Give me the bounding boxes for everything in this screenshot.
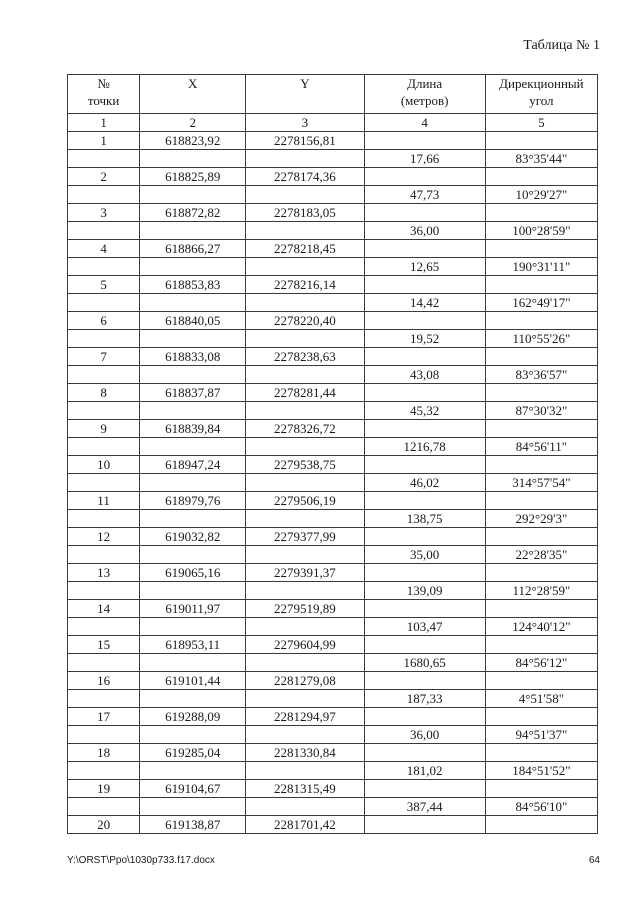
direction-angle-cell: 4°51'58"	[485, 690, 597, 708]
direction-angle-cell: 184°51'52"	[485, 762, 597, 780]
empty-cell	[140, 438, 246, 456]
x-coordinate-cell: 619032,82	[140, 528, 246, 546]
empty-cell	[140, 366, 246, 384]
empty-cell	[140, 690, 246, 708]
empty-cell	[68, 690, 140, 708]
length-cell: 19,52	[364, 330, 485, 348]
empty-cell	[485, 780, 597, 798]
empty-cell	[140, 618, 246, 636]
length-cell: 17,66	[364, 150, 485, 168]
point-row	[68, 420, 598, 438]
direction-angle-cell: 94°51'37"	[485, 726, 597, 744]
length-cell: 1216,78	[364, 438, 485, 456]
header-length: Длина (метров)	[364, 75, 485, 114]
length-cell: 181,02	[364, 762, 485, 780]
empty-cell	[485, 564, 597, 582]
empty-cell	[68, 618, 140, 636]
empty-cell	[485, 276, 597, 294]
point-number-cell: 11	[68, 492, 140, 510]
point-row	[68, 672, 598, 690]
x-coordinate-cell: 618823,92	[140, 132, 246, 150]
x-coordinate-cell: 618853,83	[140, 276, 246, 294]
empty-cell	[140, 402, 246, 420]
empty-cell	[246, 798, 364, 816]
x-coordinate-cell: 619011,97	[140, 600, 246, 618]
length-cell: 46,02	[364, 474, 485, 492]
point-row	[68, 600, 598, 618]
empty-cell	[485, 132, 597, 150]
point-row	[68, 780, 598, 798]
empty-cell	[246, 402, 364, 420]
direction-angle-cell: 83°35'44"	[485, 150, 597, 168]
empty-cell	[364, 312, 485, 330]
point-row	[68, 312, 598, 330]
y-coordinate-cell: 2281279,08	[246, 672, 364, 690]
point-row	[68, 384, 598, 402]
empty-cell	[364, 636, 485, 654]
header-x: X	[140, 75, 246, 114]
empty-cell	[364, 744, 485, 762]
y-coordinate-cell: 2279538,75	[246, 456, 364, 474]
empty-cell	[364, 204, 485, 222]
empty-cell	[68, 762, 140, 780]
empty-cell	[485, 492, 597, 510]
empty-cell	[68, 726, 140, 744]
empty-cell	[140, 474, 246, 492]
x-coordinate-cell: 618953,11	[140, 636, 246, 654]
y-coordinate-cell: 2278281,44	[246, 384, 364, 402]
empty-cell	[246, 330, 364, 348]
x-coordinate-cell: 618872,82	[140, 204, 246, 222]
point-row	[68, 456, 598, 474]
point-number-cell: 19	[68, 780, 140, 798]
segment-row	[68, 510, 598, 528]
empty-cell	[68, 186, 140, 204]
empty-cell	[246, 150, 364, 168]
direction-angle-cell: 83°36'57"	[485, 366, 597, 384]
empty-cell	[364, 492, 485, 510]
empty-cell	[246, 474, 364, 492]
y-coordinate-cell: 2279604,99	[246, 636, 364, 654]
direction-angle-cell: 190°31'11"	[485, 258, 597, 276]
empty-cell	[68, 546, 140, 564]
point-row	[68, 636, 598, 654]
header-y: Y	[246, 75, 364, 114]
segment-row	[68, 582, 598, 600]
segment-row	[68, 366, 598, 384]
empty-cell	[140, 222, 246, 240]
x-coordinate-cell: 618825,89	[140, 168, 246, 186]
empty-cell	[68, 222, 140, 240]
empty-cell	[246, 258, 364, 276]
y-coordinate-cell: 2281315,49	[246, 780, 364, 798]
point-row	[68, 348, 598, 366]
footer-file-path: Y:\ORST\Ppo\1030p733.f17.docx	[67, 855, 215, 866]
empty-cell	[246, 546, 364, 564]
length-cell: 43,08	[364, 366, 485, 384]
empty-cell	[68, 474, 140, 492]
segment-row	[68, 186, 598, 204]
x-coordinate-cell: 619065,16	[140, 564, 246, 582]
column-number: 2	[140, 114, 246, 132]
direction-angle-cell: 124°40'12"	[485, 618, 597, 636]
empty-cell	[68, 654, 140, 672]
empty-cell	[140, 330, 246, 348]
empty-cell	[364, 456, 485, 474]
empty-cell	[246, 726, 364, 744]
empty-cell	[246, 366, 364, 384]
empty-cell	[68, 330, 140, 348]
point-number-cell: 5	[68, 276, 140, 294]
empty-cell	[485, 816, 597, 834]
direction-angle-cell: 314°57'54"	[485, 474, 597, 492]
x-coordinate-cell: 619101,44	[140, 672, 246, 690]
empty-cell	[485, 384, 597, 402]
length-cell: 35,00	[364, 546, 485, 564]
header-direction-angle: Дирекционный угол	[485, 75, 597, 114]
empty-cell	[68, 294, 140, 312]
point-number-cell: 1	[68, 132, 140, 150]
column-number: 1	[68, 114, 140, 132]
point-row	[68, 492, 598, 510]
point-row	[68, 564, 598, 582]
empty-cell	[140, 654, 246, 672]
y-coordinate-cell: 2279377,99	[246, 528, 364, 546]
y-coordinate-cell: 2279519,89	[246, 600, 364, 618]
point-row	[68, 240, 598, 258]
segment-row	[68, 546, 598, 564]
length-cell: 138,75	[364, 510, 485, 528]
direction-angle-cell: 84°56'11"	[485, 438, 597, 456]
y-coordinate-cell: 2278326,72	[246, 420, 364, 438]
segment-row	[68, 258, 598, 276]
empty-cell	[68, 438, 140, 456]
length-cell: 103,47	[364, 618, 485, 636]
column-number: 3	[246, 114, 364, 132]
segment-row	[68, 654, 598, 672]
x-coordinate-cell: 618947,24	[140, 456, 246, 474]
point-number-cell: 13	[68, 564, 140, 582]
x-coordinate-cell: 619138,87	[140, 816, 246, 834]
segment-row	[68, 798, 598, 816]
length-cell: 47,73	[364, 186, 485, 204]
empty-cell	[364, 780, 485, 798]
empty-cell	[140, 258, 246, 276]
point-number-cell: 3	[68, 204, 140, 222]
segment-row	[68, 690, 598, 708]
segment-row	[68, 618, 598, 636]
segment-row	[68, 726, 598, 744]
empty-cell	[485, 528, 597, 546]
table-caption: Таблица № 1	[523, 38, 600, 53]
x-coordinate-cell: 619104,67	[140, 780, 246, 798]
empty-cell	[364, 240, 485, 258]
x-coordinate-cell: 618837,87	[140, 384, 246, 402]
segment-row	[68, 474, 598, 492]
point-number-cell: 15	[68, 636, 140, 654]
empty-cell	[485, 708, 597, 726]
point-row	[68, 816, 598, 834]
x-coordinate-cell: 619288,09	[140, 708, 246, 726]
length-cell: 36,00	[364, 726, 485, 744]
empty-cell	[140, 150, 246, 168]
empty-cell	[485, 168, 597, 186]
empty-cell	[140, 762, 246, 780]
empty-cell	[485, 600, 597, 618]
segment-row	[68, 294, 598, 312]
empty-cell	[68, 402, 140, 420]
empty-cell	[140, 582, 246, 600]
length-cell: 187,33	[364, 690, 485, 708]
empty-cell	[246, 186, 364, 204]
empty-cell	[485, 744, 597, 762]
empty-cell	[246, 690, 364, 708]
direction-angle-cell: 87°30'32"	[485, 402, 597, 420]
empty-cell	[364, 816, 485, 834]
empty-cell	[246, 654, 364, 672]
header-point-number: № точки	[68, 75, 140, 114]
empty-cell	[485, 672, 597, 690]
point-number-cell: 18	[68, 744, 140, 762]
empty-cell	[485, 204, 597, 222]
empty-cell	[246, 582, 364, 600]
empty-cell	[68, 798, 140, 816]
point-number-cell: 14	[68, 600, 140, 618]
empty-cell	[140, 546, 246, 564]
y-coordinate-cell: 2279506,19	[246, 492, 364, 510]
length-cell: 45,32	[364, 402, 485, 420]
direction-angle-cell: 162°49'17"	[485, 294, 597, 312]
direction-angle-cell: 84°56'12"	[485, 654, 597, 672]
y-coordinate-cell: 2281330,84	[246, 744, 364, 762]
point-number-cell: 17	[68, 708, 140, 726]
segment-row	[68, 762, 598, 780]
footer-page-number: 64	[588, 855, 600, 866]
empty-cell	[364, 420, 485, 438]
column-number: 5	[485, 114, 597, 132]
empty-cell	[485, 456, 597, 474]
segment-row	[68, 150, 598, 168]
empty-cell	[246, 762, 364, 780]
y-coordinate-cell: 2278220,40	[246, 312, 364, 330]
table-body	[68, 132, 598, 834]
empty-cell	[246, 438, 364, 456]
direction-angle-cell: 100°28'59"	[485, 222, 597, 240]
length-cell: 139,09	[364, 582, 485, 600]
empty-cell	[246, 222, 364, 240]
empty-cell	[140, 726, 246, 744]
point-row	[68, 204, 598, 222]
direction-angle-cell: 22°28'35"	[485, 546, 597, 564]
empty-cell	[140, 510, 246, 528]
empty-cell	[364, 348, 485, 366]
empty-cell	[364, 564, 485, 582]
x-coordinate-cell: 618866,27	[140, 240, 246, 258]
empty-cell	[246, 510, 364, 528]
point-number-cell: 6	[68, 312, 140, 330]
y-coordinate-cell: 2278156,81	[246, 132, 364, 150]
point-number-cell: 9	[68, 420, 140, 438]
empty-cell	[364, 132, 485, 150]
point-number-cell: 7	[68, 348, 140, 366]
point-number-cell: 2	[68, 168, 140, 186]
point-row	[68, 528, 598, 546]
y-coordinate-cell: 2278216,14	[246, 276, 364, 294]
empty-cell	[485, 636, 597, 654]
empty-cell	[485, 312, 597, 330]
y-coordinate-cell: 2278183,05	[246, 204, 364, 222]
point-row	[68, 744, 598, 762]
direction-angle-cell: 292°29'3"	[485, 510, 597, 528]
x-coordinate-cell: 618839,84	[140, 420, 246, 438]
length-cell: 36,00	[364, 222, 485, 240]
point-number-cell: 12	[68, 528, 140, 546]
y-coordinate-cell: 2279391,37	[246, 564, 364, 582]
point-number-cell: 8	[68, 384, 140, 402]
empty-cell	[485, 348, 597, 366]
y-coordinate-cell: 2281294,97	[246, 708, 364, 726]
empty-cell	[68, 150, 140, 168]
empty-cell	[68, 366, 140, 384]
segment-row	[68, 402, 598, 420]
direction-angle-cell: 112°28'59"	[485, 582, 597, 600]
empty-cell	[68, 510, 140, 528]
column-number-row	[68, 114, 598, 132]
point-number-cell: 4	[68, 240, 140, 258]
y-coordinate-cell: 2278218,45	[246, 240, 364, 258]
empty-cell	[364, 276, 485, 294]
empty-cell	[246, 618, 364, 636]
direction-angle-cell: 110°55'26"	[485, 330, 597, 348]
point-row	[68, 168, 598, 186]
empty-cell	[364, 384, 485, 402]
y-coordinate-cell: 2278238,63	[246, 348, 364, 366]
point-number-cell: 20	[68, 816, 140, 834]
empty-cell	[140, 798, 246, 816]
point-row	[68, 708, 598, 726]
empty-cell	[246, 294, 364, 312]
y-coordinate-cell: 2278174,36	[246, 168, 364, 186]
direction-angle-cell: 84°56'10"	[485, 798, 597, 816]
empty-cell	[140, 294, 246, 312]
length-cell: 387,44	[364, 798, 485, 816]
point-number-cell: 16	[68, 672, 140, 690]
empty-cell	[140, 186, 246, 204]
x-coordinate-cell: 618833,08	[140, 348, 246, 366]
point-row	[68, 132, 598, 150]
length-cell: 14,42	[364, 294, 485, 312]
column-number: 4	[364, 114, 485, 132]
x-coordinate-cell: 618979,76	[140, 492, 246, 510]
empty-cell	[364, 168, 485, 186]
empty-cell	[364, 708, 485, 726]
segment-row	[68, 222, 598, 240]
empty-cell	[485, 240, 597, 258]
segment-row	[68, 330, 598, 348]
direction-angle-cell: 10°29'27"	[485, 186, 597, 204]
empty-cell	[364, 672, 485, 690]
table-header-row	[68, 75, 598, 114]
length-cell: 12,65	[364, 258, 485, 276]
x-coordinate-cell: 618840,05	[140, 312, 246, 330]
length-cell: 1680,65	[364, 654, 485, 672]
point-row	[68, 276, 598, 294]
point-number-cell: 10	[68, 456, 140, 474]
coordinates-table	[67, 74, 598, 834]
empty-cell	[485, 420, 597, 438]
empty-cell	[364, 600, 485, 618]
x-coordinate-cell: 619285,04	[140, 744, 246, 762]
segment-row	[68, 438, 598, 456]
empty-cell	[364, 528, 485, 546]
y-coordinate-cell: 2281701,42	[246, 816, 364, 834]
empty-cell	[68, 582, 140, 600]
empty-cell	[68, 258, 140, 276]
